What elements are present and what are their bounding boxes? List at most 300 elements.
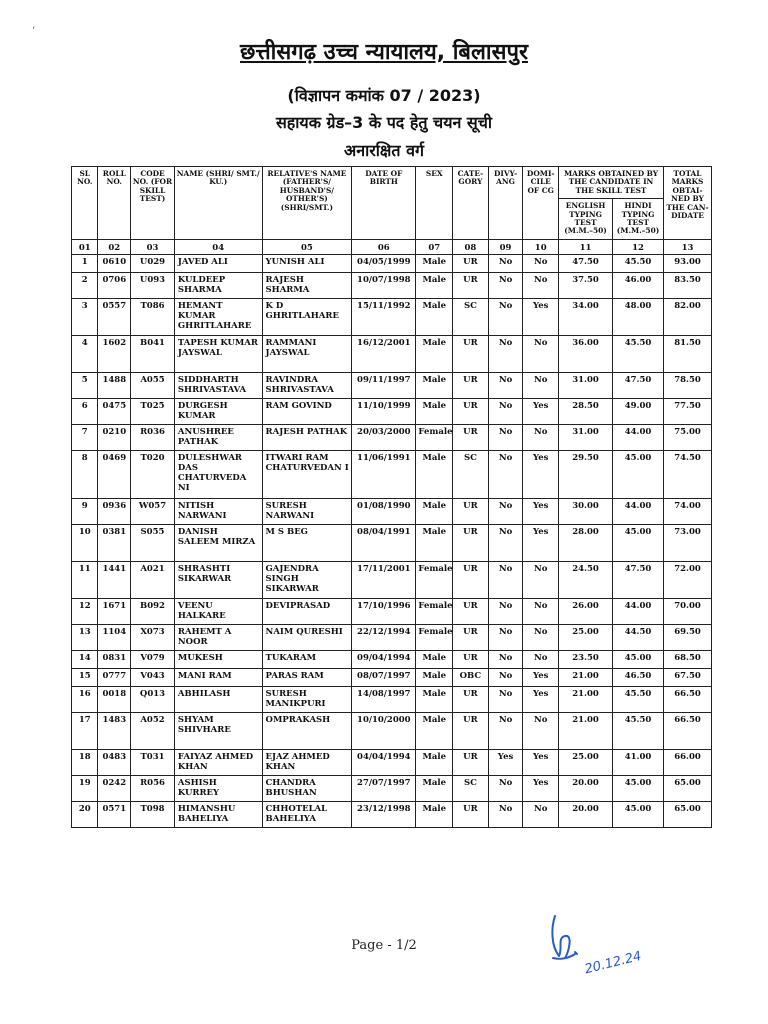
cell-relative: NAIM QURESHI — [262, 624, 352, 650]
cell-sl: 19 — [72, 775, 98, 801]
cell-sex: Male — [416, 398, 453, 424]
cell-code: U029 — [131, 254, 175, 272]
cell-total: 82.00 — [664, 298, 712, 335]
cell-domicile: Yes — [523, 498, 559, 524]
cell-category: UR — [453, 561, 489, 598]
cell-name: FAIYAZ AHMED KHAN — [174, 749, 262, 775]
cell-total: 65.00 — [664, 775, 712, 801]
cell-divyang: No — [488, 450, 523, 498]
column-number: 13 — [664, 239, 712, 254]
cell-relative: RAVINDRA SHRIVASTAVA — [262, 372, 352, 398]
table-row — [72, 598, 712, 624]
cell-name: DURGESH KUMAR — [174, 398, 262, 424]
cell-roll: 1483 — [98, 712, 131, 749]
cell-category: UR — [453, 254, 489, 272]
cell-hindi: 41.00 — [613, 749, 664, 775]
cell-domicile: Yes — [523, 775, 559, 801]
cell-sex: Female — [416, 624, 453, 650]
cell-hindi: 47.50 — [613, 372, 664, 398]
cell-hindi: 45.00 — [613, 450, 664, 498]
cell-code: T020 — [131, 450, 175, 498]
cell-english: 30.00 — [559, 498, 613, 524]
cell-dob: 10/10/2000 — [352, 712, 416, 749]
cell-roll: 0018 — [98, 686, 131, 712]
cell-hindi: 44.00 — [613, 424, 664, 450]
col-header-relative: RELATIVE'S NAME (FATHER'S/ HUSBAND'S/ OTHER'S) (SHRI/SMT.) — [262, 167, 352, 240]
cell-sex: Male — [416, 650, 453, 668]
cell-sex: Male — [416, 775, 453, 801]
cell-name: TAPESH KUMAR JAYSWAL — [174, 335, 262, 372]
cell-sl: 13 — [72, 624, 98, 650]
cell-hindi: 45.00 — [613, 524, 664, 561]
column-number: 05 — [262, 239, 352, 254]
cell-code: T031 — [131, 749, 175, 775]
cell-roll: 0475 — [98, 398, 131, 424]
cell-total: 93.00 — [664, 254, 712, 272]
column-number: 11 — [559, 239, 613, 254]
cell-domicile: No — [523, 624, 559, 650]
col-header-code: CODE NO. (FOR SKILL TEST) — [131, 167, 175, 240]
cell-sl: 12 — [72, 598, 98, 624]
cell-dob: 08/07/1997 — [352, 668, 416, 686]
cell-dob: 17/10/1996 — [352, 598, 416, 624]
cell-sex: Male — [416, 450, 453, 498]
cell-total: 65.00 — [664, 801, 712, 827]
cell-sex: Male — [416, 712, 453, 749]
cell-name: SHYAM SHIVHARE — [174, 712, 262, 749]
cell-roll: 0210 — [98, 424, 131, 450]
cell-total: 78.50 — [664, 372, 712, 398]
cell-domicile: No — [523, 272, 559, 298]
cell-roll: 0242 — [98, 775, 131, 801]
col-header-name: NAME (SHRI/ SMT./ KU.) — [174, 167, 262, 240]
cell-english: 28.50 — [559, 398, 613, 424]
cell-sex: Male — [416, 749, 453, 775]
cell-dob: 11/06/1991 — [352, 450, 416, 498]
cell-hindi: 45.00 — [613, 775, 664, 801]
cell-relative: ITWARI RAM CHATURVEDAN I — [262, 450, 352, 498]
cell-domicile: Yes — [523, 668, 559, 686]
cell-roll: 0483 — [98, 749, 131, 775]
cell-domicile: No — [523, 650, 559, 668]
cell-code: B041 — [131, 335, 175, 372]
cell-dob: 04/04/1994 — [352, 749, 416, 775]
court-title: छत्तीसगढ़ उच्च न्यायालय, बिलासपुर — [240, 40, 528, 65]
table-row — [72, 749, 712, 775]
column-number: 10 — [523, 239, 559, 254]
cell-divyang: No — [488, 598, 523, 624]
cell-category: OBC — [453, 668, 489, 686]
col-header-divyang: DIVY-ANG — [488, 167, 523, 240]
cell-relative: K D GHRITLAHARE — [262, 298, 352, 335]
cell-total: 70.00 — [664, 598, 712, 624]
cell-code: Q013 — [131, 686, 175, 712]
cell-name: ABHILASH — [174, 686, 262, 712]
cell-divyang: No — [488, 561, 523, 598]
cell-name: HIMANSHU BAHELIYA — [174, 801, 262, 827]
col-header-category: CATE-GORY — [453, 167, 489, 240]
cell-english: 21.00 — [559, 668, 613, 686]
cell-dob: 27/07/1997 — [352, 775, 416, 801]
cell-sex: Female — [416, 561, 453, 598]
cell-roll: 0610 — [98, 254, 131, 272]
cell-english: 26.00 — [559, 598, 613, 624]
column-number: 03 — [131, 239, 175, 254]
cell-roll: 0706 — [98, 272, 131, 298]
cell-name: DANISH SALEEM MIRZA — [174, 524, 262, 561]
cell-english: 31.00 — [559, 372, 613, 398]
cell-hindi: 45.50 — [613, 712, 664, 749]
cell-divyang: Yes — [488, 749, 523, 775]
cell-sex: Male — [416, 372, 453, 398]
cell-sl: 9 — [72, 498, 98, 524]
cell-code: B092 — [131, 598, 175, 624]
table-row — [72, 712, 712, 749]
cell-divyang: No — [488, 335, 523, 372]
cell-relative: CHANDRA BHUSHAN — [262, 775, 352, 801]
cell-divyang: No — [488, 650, 523, 668]
cell-dob: 11/10/1999 — [352, 398, 416, 424]
cell-total: 77.50 — [664, 398, 712, 424]
cell-divyang: No — [488, 254, 523, 272]
cell-domicile: No — [523, 372, 559, 398]
cell-english: 36.00 — [559, 335, 613, 372]
cell-english: 31.00 — [559, 424, 613, 450]
table-row — [72, 498, 712, 524]
cell-hindi: 46.00 — [613, 272, 664, 298]
cell-relative: SURESH NARWANI — [262, 498, 352, 524]
cell-divyang: No — [488, 668, 523, 686]
cell-code: A052 — [131, 712, 175, 749]
cell-sex: Female — [416, 598, 453, 624]
cell-sex: Male — [416, 668, 453, 686]
cell-relative: PARAS RAM — [262, 668, 352, 686]
cell-dob: 22/12/1994 — [352, 624, 416, 650]
cell-category: UR — [453, 335, 489, 372]
cell-category: UR — [453, 650, 489, 668]
cell-english: 25.00 — [559, 624, 613, 650]
cell-category: UR — [453, 424, 489, 450]
cell-sl: 14 — [72, 650, 98, 668]
cell-english: 21.00 — [559, 712, 613, 749]
cell-sl: 7 — [72, 424, 98, 450]
cell-dob: 10/07/1998 — [352, 272, 416, 298]
cell-hindi: 45.50 — [613, 254, 664, 272]
cell-roll: 0469 — [98, 450, 131, 498]
column-number: 02 — [98, 239, 131, 254]
cell-sex: Male — [416, 254, 453, 272]
cell-total: 81.50 — [664, 335, 712, 372]
col-header-roll: ROLL NO. — [98, 167, 131, 240]
cell-dob: 23/12/1998 — [352, 801, 416, 827]
cell-sl: 2 — [72, 272, 98, 298]
cell-category: UR — [453, 686, 489, 712]
cell-english: 29.50 — [559, 450, 613, 498]
cell-relative: SURESH MANIKPURI — [262, 686, 352, 712]
cell-roll: 1441 — [98, 561, 131, 598]
column-number: 07 — [416, 239, 453, 254]
cell-sl: 3 — [72, 298, 98, 335]
cell-category: UR — [453, 524, 489, 561]
cell-total: 67.50 — [664, 668, 712, 686]
table-row — [72, 424, 712, 450]
cell-dob: 01/08/1990 — [352, 498, 416, 524]
cell-relative: RAJESH PATHAK — [262, 424, 352, 450]
cell-code: T025 — [131, 398, 175, 424]
cell-hindi: 45.00 — [613, 801, 664, 827]
cell-hindi: 47.50 — [613, 561, 664, 598]
cell-sl: 18 — [72, 749, 98, 775]
table-row — [72, 668, 712, 686]
cell-domicile: Yes — [523, 298, 559, 335]
column-number: 04 — [174, 239, 262, 254]
cell-hindi: 45.50 — [613, 686, 664, 712]
cell-sex: Male — [416, 272, 453, 298]
cell-dob: 17/11/2001 — [352, 561, 416, 598]
cell-code: T086 — [131, 298, 175, 335]
cell-category: UR — [453, 624, 489, 650]
col-header-total: TOTAL MARKS OBTAI-NED BY THE CAN-DIDATE — [664, 167, 712, 240]
cell-divyang: No — [488, 272, 523, 298]
cell-category: SC — [453, 298, 489, 335]
cell-domicile: No — [523, 598, 559, 624]
cell-relative: RAJESH SHARMA — [262, 272, 352, 298]
column-number: 09 — [488, 239, 523, 254]
cell-hindi: 46.50 — [613, 668, 664, 686]
cell-divyang: No — [488, 524, 523, 561]
cell-sex: Male — [416, 801, 453, 827]
cell-sex: Male — [416, 298, 453, 335]
cell-category: UR — [453, 712, 489, 749]
table-row — [72, 775, 712, 801]
cell-domicile: Yes — [523, 524, 559, 561]
cell-sl: 20 — [72, 801, 98, 827]
cell-divyang: No — [488, 498, 523, 524]
cell-roll: 1104 — [98, 624, 131, 650]
cell-dob: 15/11/1992 — [352, 298, 416, 335]
scan-mark: ’ — [32, 26, 36, 37]
column-number: 12 — [613, 239, 664, 254]
cell-divyang: No — [488, 712, 523, 749]
cell-relative: OMPRAKASH — [262, 712, 352, 749]
cell-sl: 16 — [72, 686, 98, 712]
cell-english: 21.00 — [559, 686, 613, 712]
cell-code: R036 — [131, 424, 175, 450]
cell-sl: 8 — [72, 450, 98, 498]
table-row — [72, 398, 712, 424]
cell-sex: Male — [416, 524, 453, 561]
cell-relative: RAMMANI JAYSWAL — [262, 335, 352, 372]
cell-total: 66.50 — [664, 686, 712, 712]
cell-name: SHRASHTI SIKARWAR — [174, 561, 262, 598]
selection-list-table — [71, 166, 712, 828]
cell-sl: 1 — [72, 254, 98, 272]
category-title: अनारक्षित वर्ग — [343, 141, 424, 160]
col-header-marks: MARKS OBTAINED BY THE CANDIDATE IN THE SKILL TEST — [559, 167, 664, 199]
col-header-hindi: HINDI TYPING TEST (M.M.–50) — [613, 199, 664, 240]
col-header-sl: SL NO. — [72, 167, 98, 240]
cell-total: 73.00 — [664, 524, 712, 561]
cell-name: RAHEMT A NOOR — [174, 624, 262, 650]
cell-domicile: No — [523, 254, 559, 272]
cell-divyang: No — [488, 298, 523, 335]
cell-name: HEMANT KUMAR GHRITLAHARE — [174, 298, 262, 335]
cell-hindi: 45.50 — [613, 335, 664, 372]
cell-relative: DEVIPRASAD — [262, 598, 352, 624]
cell-english: 20.00 — [559, 801, 613, 827]
cell-sex: Female — [416, 424, 453, 450]
cell-divyang: No — [488, 775, 523, 801]
cell-divyang: No — [488, 424, 523, 450]
cell-relative: M S BEG — [262, 524, 352, 561]
cell-sex: Male — [416, 498, 453, 524]
cell-code: U093 — [131, 272, 175, 298]
cell-domicile: No — [523, 561, 559, 598]
cell-code: A021 — [131, 561, 175, 598]
cell-category: UR — [453, 749, 489, 775]
cell-english: 20.00 — [559, 775, 613, 801]
cell-code: W057 — [131, 498, 175, 524]
table-row — [72, 624, 712, 650]
cell-divyang: No — [488, 398, 523, 424]
cell-hindi: 48.00 — [613, 298, 664, 335]
cell-dob: 04/05/1999 — [352, 254, 416, 272]
cell-divyang: No — [488, 624, 523, 650]
cell-domicile: Yes — [523, 686, 559, 712]
cell-dob: 09/11/1997 — [352, 372, 416, 398]
cell-domicile: Yes — [523, 450, 559, 498]
column-number: 06 — [352, 239, 416, 254]
cell-roll: 0557 — [98, 298, 131, 335]
cell-divyang: No — [488, 801, 523, 827]
table-row — [72, 524, 712, 561]
cell-name: SIDDHARTH SHRIVASTAVA — [174, 372, 262, 398]
cell-roll: 1602 — [98, 335, 131, 372]
cell-relative: GAJENDRA SINGH SIKARWAR — [262, 561, 352, 598]
cell-roll: 0936 — [98, 498, 131, 524]
cell-relative: TUKARAM — [262, 650, 352, 668]
cell-relative: EJAZ AHMED KHAN — [262, 749, 352, 775]
cell-domicile: No — [523, 335, 559, 372]
cell-roll: 1671 — [98, 598, 131, 624]
cell-relative: RAM GOVIND — [262, 398, 352, 424]
cell-hindi: 44.00 — [613, 498, 664, 524]
cell-divyang: No — [488, 686, 523, 712]
table-row — [72, 272, 712, 298]
cell-code: A055 — [131, 372, 175, 398]
cell-name: NITISH NARWANI — [174, 498, 262, 524]
cell-total: 74.00 — [664, 498, 712, 524]
cell-category: UR — [453, 372, 489, 398]
cell-domicile: Yes — [523, 398, 559, 424]
cell-category: UR — [453, 498, 489, 524]
cell-hindi: 49.00 — [613, 398, 664, 424]
cell-total: 72.00 — [664, 561, 712, 598]
cell-english: 34.00 — [559, 298, 613, 335]
cell-english: 24.50 — [559, 561, 613, 598]
cell-roll: 1488 — [98, 372, 131, 398]
cell-sl: 11 — [72, 561, 98, 598]
cell-code: R056 — [131, 775, 175, 801]
page-number: Page - 1/2 — [351, 938, 417, 953]
cell-total: 66.00 — [664, 749, 712, 775]
cell-total: 75.00 — [664, 424, 712, 450]
cell-sl: 5 — [72, 372, 98, 398]
cell-hindi: 44.00 — [613, 598, 664, 624]
cell-dob: 16/12/2001 — [352, 335, 416, 372]
cell-name: ANUSHREE PATHAK — [174, 424, 262, 450]
cell-english: 25.00 — [559, 749, 613, 775]
cell-roll: 0571 — [98, 801, 131, 827]
cell-name: DULESHWAR DAS CHATURVEDA NI — [174, 450, 262, 498]
cell-category: UR — [453, 598, 489, 624]
cell-english: 47.50 — [559, 254, 613, 272]
cell-domicile: No — [523, 801, 559, 827]
cell-roll: 0831 — [98, 650, 131, 668]
cell-category: UR — [453, 272, 489, 298]
cell-divyang: No — [488, 372, 523, 398]
table-row — [72, 650, 712, 668]
cell-roll: 0381 — [98, 524, 131, 561]
cell-sl: 15 — [72, 668, 98, 686]
cell-name: KULDEEP SHARMA — [174, 272, 262, 298]
list-title: सहायक ग्रेड–3 के पद हेतु चयन सूची — [275, 113, 493, 132]
cell-roll: 0777 — [98, 668, 131, 686]
cell-category: SC — [453, 775, 489, 801]
table-row — [72, 450, 712, 498]
cell-total: 83.50 — [664, 272, 712, 298]
col-header-english: ENGLISH TYPING TEST (M.M.–50) — [559, 199, 613, 240]
cell-name: MANI RAM — [174, 668, 262, 686]
cell-sl: 17 — [72, 712, 98, 749]
table-row — [72, 801, 712, 827]
cell-relative: YUNISH ALI — [262, 254, 352, 272]
cell-total: 69.50 — [664, 624, 712, 650]
cell-category: UR — [453, 801, 489, 827]
cell-domicile: No — [523, 712, 559, 749]
cell-relative: CHHOTELAL BAHELIYA — [262, 801, 352, 827]
cell-sl: 10 — [72, 524, 98, 561]
cell-dob: 14/08/1997 — [352, 686, 416, 712]
advertisement-number: (विज्ञापन कमांक 07 / 2023) — [287, 86, 481, 105]
cell-domicile: No — [523, 424, 559, 450]
col-header-dob: DATE OF BIRTH — [352, 167, 416, 240]
cell-name: JAVED ALI — [174, 254, 262, 272]
cell-category: UR — [453, 398, 489, 424]
cell-code: V043 — [131, 668, 175, 686]
cell-dob: 08/04/1991 — [352, 524, 416, 561]
cell-total: 66.50 — [664, 712, 712, 749]
cell-name: MUKESH — [174, 650, 262, 668]
cell-code: X073 — [131, 624, 175, 650]
column-number-row — [72, 239, 712, 254]
cell-name: VEENU HALKARE — [174, 598, 262, 624]
cell-english: 28.00 — [559, 524, 613, 561]
cell-english: 23.50 — [559, 650, 613, 668]
cell-category: SC — [453, 450, 489, 498]
cell-sl: 6 — [72, 398, 98, 424]
cell-code: S055 — [131, 524, 175, 561]
table-row — [72, 335, 712, 372]
cell-total: 68.50 — [664, 650, 712, 668]
cell-name: ASHISH KURREY — [174, 775, 262, 801]
cell-sex: Male — [416, 335, 453, 372]
cell-sl: 4 — [72, 335, 98, 372]
cell-hindi: 45.00 — [613, 650, 664, 668]
cell-english: 37.50 — [559, 272, 613, 298]
cell-domicile: Yes — [523, 749, 559, 775]
col-header-sex: SEX — [416, 167, 453, 240]
